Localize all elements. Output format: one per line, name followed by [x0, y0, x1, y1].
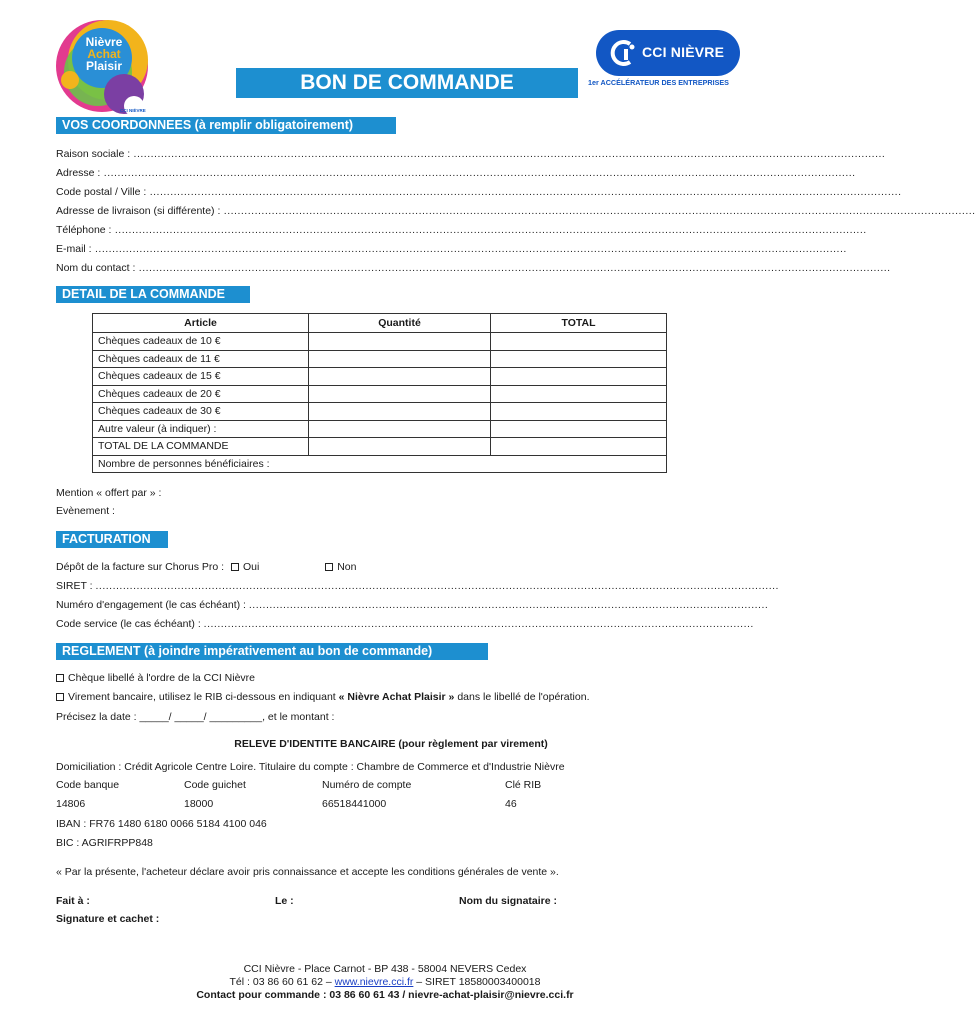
coord-field[interactable]: Code postal / Ville : ............................................................................................................................................................................................................................ [56, 186, 902, 198]
quantite-cell[interactable] [309, 350, 491, 368]
engagement-field[interactable]: Numéro d'engagement (le cas échéant) : ........................................................................................................................................................ [56, 599, 769, 611]
le-field[interactable]: Le : [275, 895, 294, 907]
article-cell: Chèques cadeaux de 20 € [93, 385, 309, 403]
order-table [92, 313, 667, 473]
article-cell: Nombre de personnes bénéficiaires : [93, 455, 667, 473]
coord-field-label: E-mail : [56, 243, 92, 255]
nom-signataire-field[interactable]: Nom du signataire : [459, 895, 558, 907]
non-label: Non [337, 561, 357, 573]
coord-field-label: Nom du contact : [56, 262, 136, 274]
table-row [93, 368, 667, 386]
article-cell: TOTAL DE LA COMMANDE [93, 438, 309, 456]
column-header-quantite: Quantité [309, 314, 491, 333]
rib-value-guichet: 18000 [184, 798, 214, 810]
rib-header-cle: Clé RIB [505, 779, 542, 791]
option-cheque [56, 671, 726, 685]
rib-title: RELEVE D'IDENTITE BANCAIRE (pour règlement par virement) [234, 738, 548, 750]
section-coordonnees-header: VOS COORDONNEES (à remplir obligatoirement) [56, 117, 396, 134]
rib-domiciliation: Domiciliation : Crédit Agricole Centre Loire. Titulaire du compte : Chambre de Commerce et d'Industrie Nièvre [56, 761, 565, 773]
total-cell[interactable] [491, 403, 667, 421]
coord-field-label: Adresse : [56, 167, 101, 179]
section-facturation-header: FACTURATION [56, 531, 168, 548]
cci-nievre-logo [596, 30, 740, 76]
column-header-article: Article [93, 314, 309, 333]
table-row [93, 385, 667, 403]
cheque-label: Chèque libellé à l'ordre de la CCI Nièvre [68, 672, 256, 684]
quantite-cell[interactable] [309, 420, 491, 438]
footer-contact: Contact pour commande : 03 86 60 61 43 / nievre-achat-plaisir@nievre.cci.fr [196, 989, 574, 1001]
logo-cci-text: CCI NIÈVRE [120, 108, 146, 113]
quantite-cell[interactable] [309, 438, 491, 456]
rib-header-compte: Numéro de compte [322, 779, 412, 791]
footer-tel-line: Tél : 03 86 60 61 62 – www.nievre.cci.fr – SIRET 18580003400018 [229, 976, 541, 988]
total-cell[interactable] [491, 333, 667, 351]
checkbox-non[interactable] [325, 563, 333, 571]
rib-value-cle: 46 [505, 798, 517, 810]
coord-field[interactable]: Raison sociale : ............................................................................................................................................................................................................................ [56, 148, 886, 160]
article-cell: Autre valeur (à indiquer) : [93, 420, 309, 438]
article-cell: Chèques cadeaux de 10 € [93, 333, 309, 351]
article-cell: Chèques cadeaux de 15 € [93, 368, 309, 386]
option-virement: Virement bancaire, utilisez le RIB ci-dessous en indiquant « Nièvre Achat Plaisir » dans le libellé de l'opération. [56, 690, 726, 704]
table-row [93, 333, 667, 351]
rib-header-guichet: Code guichet [184, 779, 246, 791]
coord-field[interactable]: Adresse : ............................................................................................................................................................................................................................ [56, 167, 856, 179]
cci-tagline: 1er ACCÉLÉRATEUR DES ENTREPRISES [588, 78, 729, 87]
article-cell: Chèques cadeaux de 11 € [93, 350, 309, 368]
table-row [93, 455, 667, 473]
mention-offert-par[interactable]: Mention « offert par » : [56, 487, 162, 499]
cci-icon [608, 38, 638, 68]
section-reglement-header: REGLEMENT (à joindre impérativement au bon de commande) [56, 643, 488, 660]
coord-field-label: Adresse de livraison (si différente) : [56, 205, 221, 217]
checkbox-oui[interactable] [231, 563, 239, 571]
coord-field[interactable]: Adresse de livraison (si différente) : ............................................................................................................................................................................................................................ [56, 205, 976, 217]
total-cell[interactable] [491, 385, 667, 403]
coord-field-label: Code postal / Ville : [56, 186, 147, 198]
quantite-cell[interactable] [309, 385, 491, 403]
conditions-text: « Par la présente, l'acheteur déclare avoir pris connaissance et accepte les conditions générales de vente ». [56, 866, 559, 878]
rib-bic: BIC : AGRIFRPP848 [56, 837, 153, 849]
coord-field[interactable]: Téléphone : ............................................................................................................................................................................................................................ [56, 224, 867, 236]
total-cell[interactable] [491, 438, 667, 456]
signature-cachet-field[interactable]: Signature et cachet : [56, 913, 160, 925]
table-row [93, 350, 667, 368]
checkbox-cheque[interactable] [56, 674, 64, 682]
quantite-cell[interactable] [309, 403, 491, 421]
code-service-field[interactable]: Code service (le cas échéant) : ................................................................................................................................................................. [56, 618, 754, 630]
checkbox-virement[interactable] [56, 693, 64, 701]
rib-header-banque: Code banque [56, 779, 120, 791]
table-row [93, 403, 667, 421]
quantite-cell[interactable] [309, 368, 491, 386]
section-detail-header: DETAIL DE LA COMMANDE [56, 286, 250, 303]
siret-field[interactable]: SIRET : ........................................................................................................................................................................................................ [56, 580, 779, 592]
logo-text: Nièvre Achat Plaisir [85, 35, 123, 73]
rib-iban: IBAN : FR76 1480 6180 0066 5184 4100 046 [56, 818, 267, 830]
coord-field[interactable]: E-mail : ............................................................................................................................................................................................................................ [56, 243, 847, 255]
column-header-total: TOTAL [491, 314, 667, 333]
coord-field-label: Raison sociale : [56, 148, 131, 160]
fait-a-field[interactable]: Fait à : [56, 895, 90, 907]
table-row [93, 438, 667, 456]
cci-logo-text: CCI NIÈVRE [642, 44, 725, 60]
total-cell[interactable] [491, 368, 667, 386]
coord-field[interactable]: Nom du contact : ............................................................................................................................................................................................................................ [56, 262, 891, 274]
evenement-field[interactable]: Evènement : [56, 505, 115, 517]
rib-value-compte: 66518441000 [322, 798, 387, 810]
nievre-achat-plaisir-logo [50, 14, 160, 122]
total-cell[interactable] [491, 350, 667, 368]
total-cell[interactable] [491, 420, 667, 438]
oui-label: Oui [243, 561, 260, 573]
rib-value-banque: 14806 [56, 798, 86, 810]
table-row [93, 420, 667, 438]
website-link[interactable]: www.nievre.cci.fr [334, 976, 414, 988]
chorus-label: Dépôt de la facture sur Chorus Pro : [56, 561, 225, 573]
date-montant-line[interactable]: Précisez la date : _____/ _____/ _________, et le montant : [56, 711, 335, 723]
quantite-cell[interactable] [309, 333, 491, 351]
coord-field-label: Téléphone : [56, 224, 112, 236]
footer-address: CCI Nièvre - Place Carnot - BP 438 - 58004 NEVERS Cedex [243, 963, 527, 975]
page-title: BON DE COMMANDE [236, 68, 578, 98]
chorus-pro-row [56, 560, 726, 574]
article-cell: Chèques cadeaux de 30 € [93, 403, 309, 421]
